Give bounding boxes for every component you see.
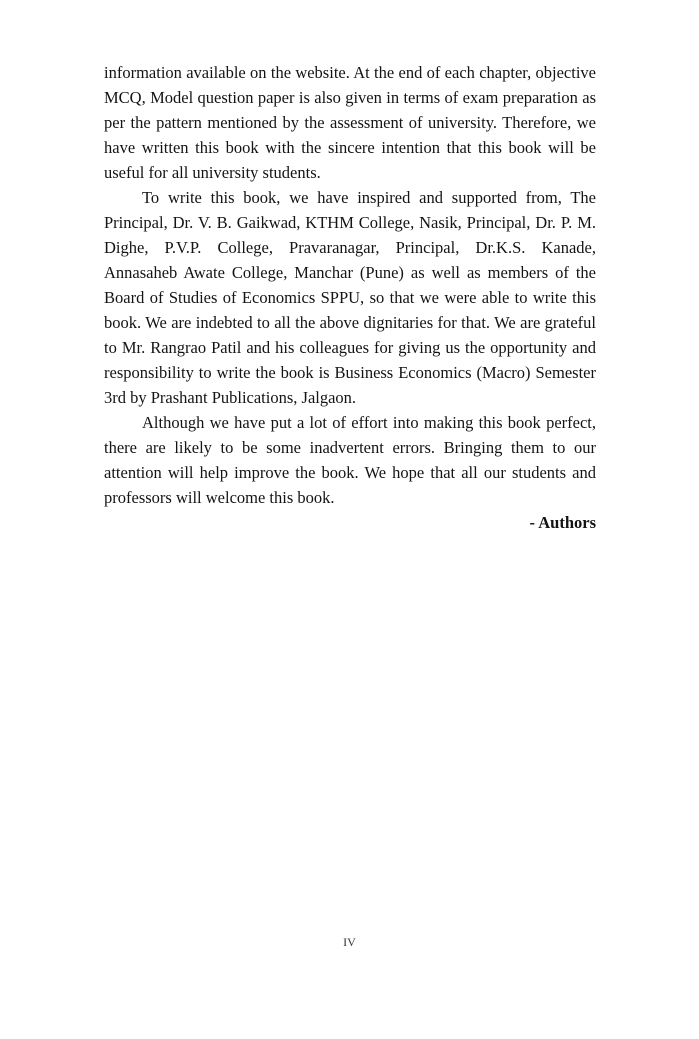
- page-number: IV: [343, 935, 356, 949]
- paragraph-2: To write this book, we have inspired and supported from, The Principal, Dr. V. B. Gaikwad, KTHM College, Nasik, Principal, Dr. P. M. Dighe, P.V.P. College, Pravaranagar, Principal, Dr.K.S. Kanade, Annasaheb Awate College, Manchar (Pune) as well as members of the Board of Studies of Economics SPPU, so that we were able to write this book. We are indebted to all the above dignitaries for that. We are grateful to Mr. Rangrao Patil and his colleagues for giving us the opportunity and responsibility to write the book is Business Economics (Macro) Semester 3rd by Prashant Publications, Jalgaon.: [104, 188, 596, 407]
- page-body: [104, 60, 596, 535]
- paragraph-1: information available on the website. At the end of each chapter, objective MCQ, Model question paper is also given in terms of exam preparation as per the pattern mentioned by the assessment of university. Therefore, we have written this book with the sincere intention that this book will be useful for all university students.: [104, 63, 596, 182]
- authors-signature: - Authors: [529, 513, 596, 532]
- paragraph-3: Although we have put a lot of effort into making this book perfect, there are likely to be some inadvertent errors. Bringing them to our attention will help improve the book. We hope that all our students and professors will welcome this book.: [104, 413, 596, 507]
